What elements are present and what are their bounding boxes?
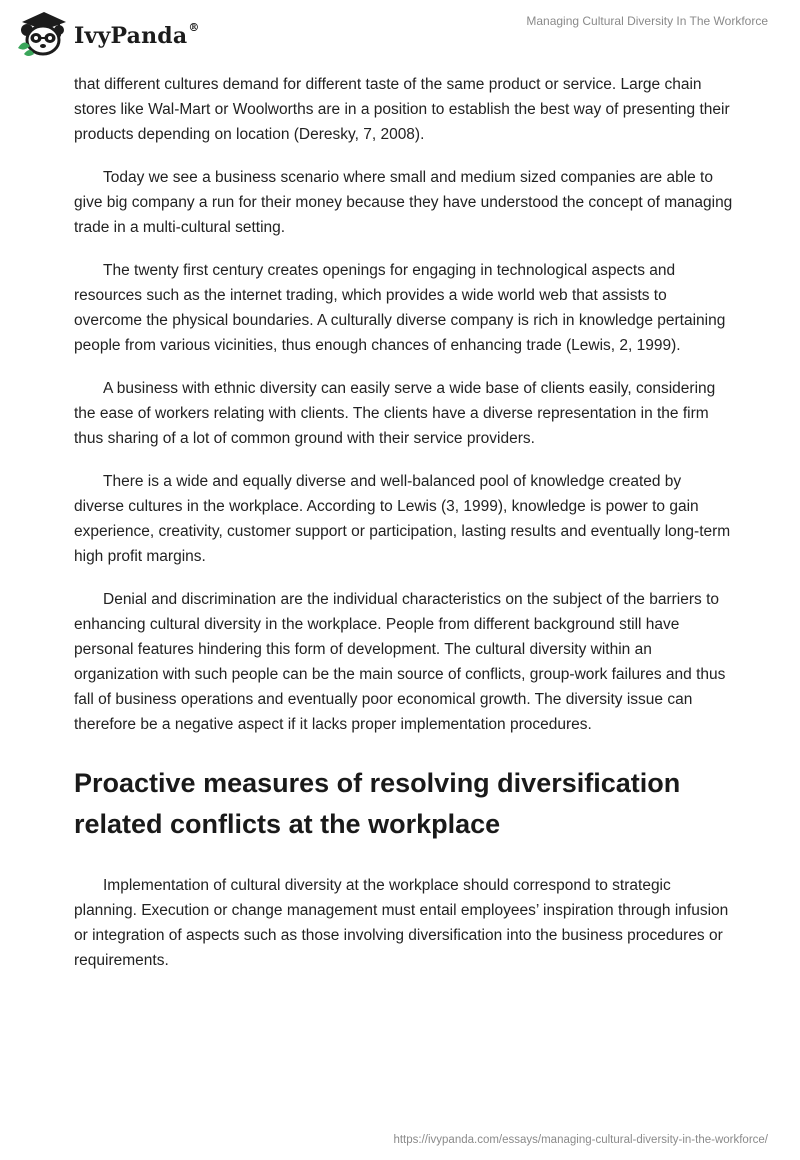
panda-graduate-icon	[14, 8, 70, 60]
source-url[interactable]: https://ivypanda.com/essays/managing-cultural-diversity-in-the-workforce/	[393, 1134, 768, 1146]
section-heading: Proactive measures of resolving diversification related conflicts at the workplace	[74, 768, 681, 839]
paragraph: The twenty first century creates openings for engaging in technological aspects and resources such as the internet trading, which provides a wide world web that assists to overcome the physical boundaries. A culturally diverse company is rich in knowledge pertaining people from various vicinities, thus enough chances of enhancing trade (Lewis, 2, 1999).	[74, 262, 726, 354]
document-title: Managing Cultural Diversity In The Workforce	[526, 14, 768, 28]
ivypanda-logo[interactable]	[14, 8, 200, 60]
page-header	[0, 0, 800, 70]
paragraph: Denial and discrimination are the individual characteristics on the subject of the barriers to enhancing cultural diversity in the workplace. People from different background still have personal features hindering this form of development. The cultural diversity within an organization with such people can be the main source of conflicts, group-work failures and thus fall of business operations and eventually poor economical growth. The diversity issue can therefore be a negative aspect if it lacks proper implementation procedures.	[74, 591, 726, 733]
paragraph: There is a wide and equally diverse and well-balanced pool of knowledge created by diverse cultures in the workplace. According to Lewis (3, 1999), knowledge is power to gain experience, creativity, customer support or participation, lasting results and eventually long-term high profit margins.	[74, 473, 731, 565]
paragraph: A business with ethnic diversity can easily serve a wide base of clients easily, considering the ease of workers relating with clients. The clients have a diverse representation in the firm thus sharing of a lot of common ground with their service providers.	[74, 380, 716, 447]
logo-wordmark: IvyPanda®	[74, 21, 200, 49]
paragraph: Implementation of cultural diversity at the workplace should correspond to strategic planning. Execution or change management must entail employees’ inspiration through infusion or integration of aspects such as those involving diversification into the business procedures or requirements.	[74, 877, 729, 969]
essay-body	[74, 72, 734, 991]
paragraph: that different cultures demand for different taste of the same product or service. Large chain stores like Wal-Mart or Woolworths are in a position to establish the best way of presenting their products depending on location (Deresky, 7, 2008).	[74, 76, 730, 143]
paragraph: Today we see a business scenario where small and medium sized companies are able to give big company a run for their money because they have understood the concept of managing trade in a multi-cultural setting.	[74, 169, 733, 236]
